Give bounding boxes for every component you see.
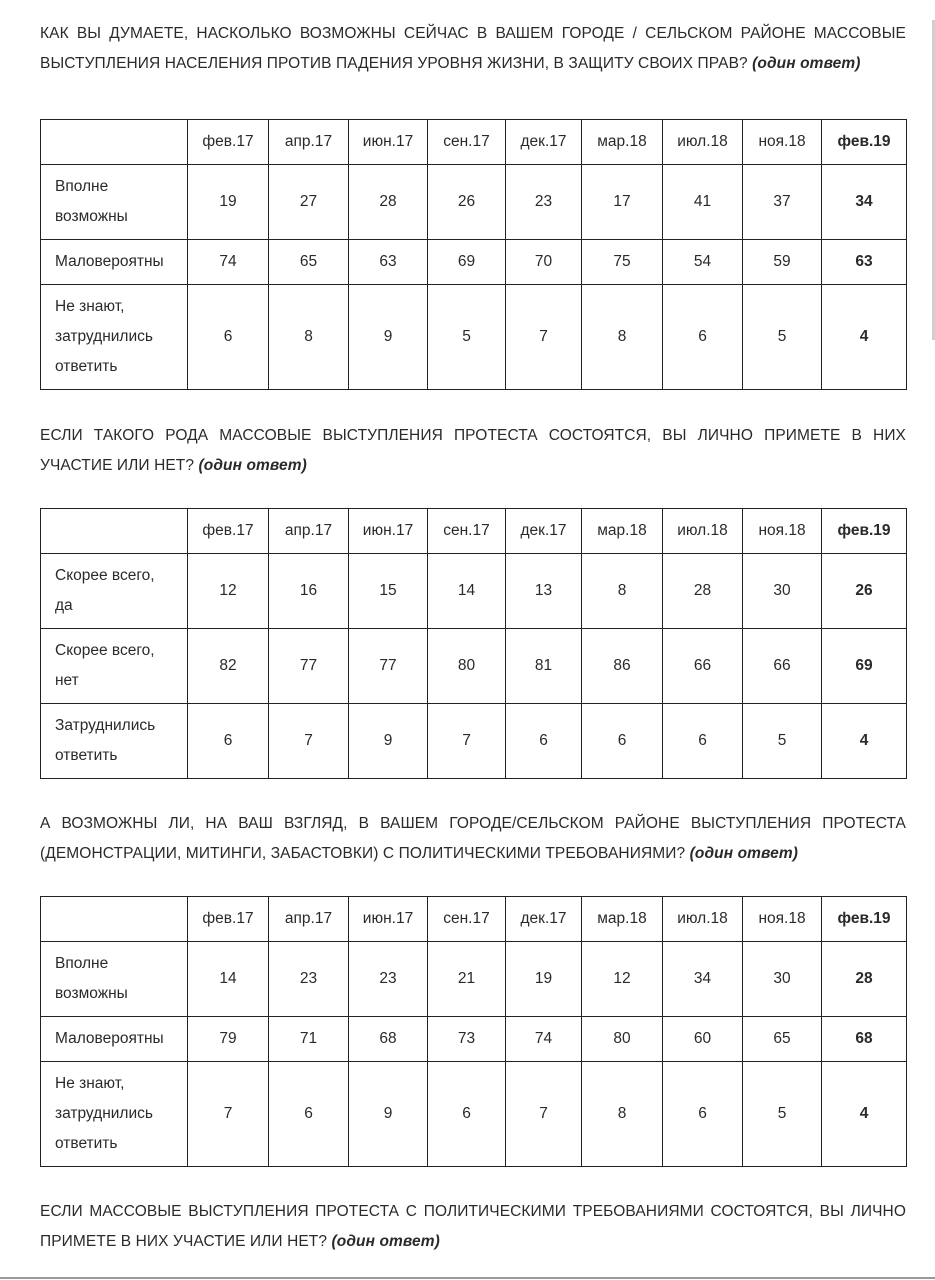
table-row — [41, 1062, 907, 1167]
row-label: Маловероятны — [41, 240, 188, 285]
column-header: фев.19 — [822, 509, 907, 554]
column-header: сен.17 — [428, 120, 506, 165]
table-cell: 28 — [349, 165, 428, 240]
survey-table-1 — [40, 119, 907, 390]
table-cell: 73 — [428, 1017, 506, 1062]
table-cell: 74 — [188, 240, 269, 285]
row-label: Вполне возможны — [41, 165, 188, 240]
column-header: фев.17 — [188, 120, 269, 165]
table-cell: 8 — [582, 285, 663, 390]
table-cell: 30 — [743, 942, 822, 1017]
column-header: ноя.18 — [743, 509, 822, 554]
table-cell: 19 — [188, 165, 269, 240]
table-cell: 63 — [822, 240, 907, 285]
header-row — [41, 509, 907, 554]
table-cell: 9 — [349, 285, 428, 390]
table-cell: 7 — [428, 704, 506, 779]
table-cell: 69 — [428, 240, 506, 285]
row-label: Вполне возможны — [41, 942, 188, 1017]
row-label: Затруднились ответить — [41, 704, 188, 779]
table-cell: 12 — [582, 942, 663, 1017]
column-header: дек.17 — [506, 897, 582, 942]
table-cell: 82 — [188, 629, 269, 704]
column-header: сен.17 — [428, 897, 506, 942]
table-cell: 7 — [269, 704, 349, 779]
table-row — [41, 704, 907, 779]
table-cell: 30 — [743, 554, 822, 629]
table-cell: 14 — [188, 942, 269, 1017]
table-cell: 63 — [349, 240, 428, 285]
table-cell: 34 — [663, 942, 743, 1017]
table-cell: 60 — [663, 1017, 743, 1062]
table-row — [41, 1017, 907, 1062]
table-cell: 65 — [743, 1017, 822, 1062]
question-4-hint: (один ответ) — [331, 1233, 440, 1250]
table-cell: 4 — [822, 704, 907, 779]
table-cell: 86 — [582, 629, 663, 704]
table-cell: 28 — [663, 554, 743, 629]
row-label: Скорее всего, да — [41, 554, 188, 629]
question-1-text: КАК ВЫ ДУМАЕТЕ, НАСКОЛЬКО ВОЗМОЖНЫ СЕЙЧАС В ВАШЕМ ГОРОДЕ / СЕЛЬСКОМ РАЙОНЕ МАССОВЫЕ ВЫСТУПЛЕНИЯ НАСЕЛЕНИЯ ПРОТИВ ПАДЕНИЯ УРОВНЯ ЖИЗНИ, В ЗАЩИТУ СВОИХ ПРАВ? — [40, 25, 906, 72]
header-row — [41, 120, 907, 165]
question-4-text: ЕСЛИ МАССОВЫЕ ВЫСТУПЛЕНИЯ ПРОТЕСТА С ПОЛИТИЧЕСКИМИ ТРЕБОВАНИЯМИ СОСТОЯТСЯ, ВЫ ЛИЧНО ПРИМЕТЕ В НИХ УЧАСТИЕ ИЛИ НЕТ? — [40, 1203, 906, 1250]
row-label: Не знают, затруднились ответить — [41, 285, 188, 390]
header-corner-cell — [41, 120, 188, 165]
table-cell: 6 — [506, 704, 582, 779]
table-cell: 7 — [188, 1062, 269, 1167]
table-cell: 6 — [663, 704, 743, 779]
table-cell: 54 — [663, 240, 743, 285]
row-label: Не знают, затруднились ответить — [41, 1062, 188, 1167]
column-header: апр.17 — [269, 897, 349, 942]
table-row — [41, 285, 907, 390]
survey-table-2 — [40, 508, 907, 779]
table-cell: 77 — [349, 629, 428, 704]
table-cell: 16 — [269, 554, 349, 629]
table-cell: 6 — [663, 285, 743, 390]
question-3-text: А ВОЗМОЖНЫ ЛИ, НА ВАШ ВЗГЛЯД, В ВАШЕМ ГОРОДЕ/СЕЛЬСКОМ РАЙОНЕ ВЫСТУПЛЕНИЯ ПРОТЕСТА (ДЕМОНСТРАЦИИ, МИТИНГИ, ЗАБАСТОВКИ) С ПОЛИТИЧЕСКИМИ ТРЕБОВАНИЯМИ? — [40, 815, 906, 862]
question-1 — [40, 19, 906, 79]
table-cell: 6 — [188, 704, 269, 779]
table-cell: 26 — [822, 554, 907, 629]
table-cell: 70 — [506, 240, 582, 285]
table-row — [41, 165, 907, 240]
table-cell: 69 — [822, 629, 907, 704]
table-cell: 5 — [428, 285, 506, 390]
table-cell: 27 — [269, 165, 349, 240]
table-cell: 6 — [582, 704, 663, 779]
row-label: Скорее всего, нет — [41, 629, 188, 704]
table-cell: 8 — [582, 1062, 663, 1167]
column-header: мар.18 — [582, 509, 663, 554]
table-cell: 66 — [743, 629, 822, 704]
column-header: апр.17 — [269, 509, 349, 554]
table-row — [41, 629, 907, 704]
table-cell: 6 — [663, 1062, 743, 1167]
column-header: фев.19 — [822, 897, 907, 942]
column-header: ноя.18 — [743, 120, 822, 165]
column-header: фев.17 — [188, 509, 269, 554]
table-row — [41, 942, 907, 1017]
table-cell: 74 — [506, 1017, 582, 1062]
column-header: сен.17 — [428, 509, 506, 554]
table-cell: 4 — [822, 1062, 907, 1167]
table-cell: 71 — [269, 1017, 349, 1062]
table-cell: 68 — [349, 1017, 428, 1062]
table-cell: 6 — [428, 1062, 506, 1167]
column-header: апр.17 — [269, 120, 349, 165]
table-cell: 59 — [743, 240, 822, 285]
table-cell: 8 — [269, 285, 349, 390]
table-cell: 23 — [269, 942, 349, 1017]
table-cell: 21 — [428, 942, 506, 1017]
table-cell: 81 — [506, 629, 582, 704]
column-header: июн.17 — [349, 120, 428, 165]
table-cell: 5 — [743, 704, 822, 779]
table-cell: 66 — [663, 629, 743, 704]
table-cell: 23 — [349, 942, 428, 1017]
column-header: июл.18 — [663, 897, 743, 942]
question-3 — [40, 809, 906, 869]
table-cell: 26 — [428, 165, 506, 240]
table-cell: 6 — [188, 285, 269, 390]
column-header: июн.17 — [349, 509, 428, 554]
table-cell: 41 — [663, 165, 743, 240]
question-2-hint: (один ответ) — [198, 457, 307, 474]
row-label: Маловероятны — [41, 1017, 188, 1062]
table-cell: 4 — [822, 285, 907, 390]
survey-table-3 — [40, 896, 907, 1167]
table-cell: 79 — [188, 1017, 269, 1062]
column-header: июл.18 — [663, 509, 743, 554]
table-cell: 7 — [506, 285, 582, 390]
header-corner-cell — [41, 509, 188, 554]
table-cell: 23 — [506, 165, 582, 240]
table-cell: 9 — [349, 704, 428, 779]
table-cell: 8 — [582, 554, 663, 629]
table-cell: 19 — [506, 942, 582, 1017]
table-cell: 6 — [269, 1062, 349, 1167]
table-cell: 80 — [428, 629, 506, 704]
table-cell: 75 — [582, 240, 663, 285]
question-3-hint: (один ответ) — [689, 845, 798, 862]
column-header: дек.17 — [506, 509, 582, 554]
table-cell: 7 — [506, 1062, 582, 1167]
table-cell: 12 — [188, 554, 269, 629]
table-cell: 37 — [743, 165, 822, 240]
table-cell: 15 — [349, 554, 428, 629]
table-cell: 80 — [582, 1017, 663, 1062]
column-header: мар.18 — [582, 120, 663, 165]
question-2 — [40, 421, 906, 481]
table-row — [41, 240, 907, 285]
table-cell: 17 — [582, 165, 663, 240]
column-header: фев.19 — [822, 120, 907, 165]
column-header: фев.17 — [188, 897, 269, 942]
table-cell: 77 — [269, 629, 349, 704]
question-4 — [40, 1197, 906, 1257]
table-cell: 28 — [822, 942, 907, 1017]
column-header: дек.17 — [506, 120, 582, 165]
column-header: июн.17 — [349, 897, 428, 942]
table-cell: 9 — [349, 1062, 428, 1167]
table-cell: 34 — [822, 165, 907, 240]
column-header: ноя.18 — [743, 897, 822, 942]
page-bottom-rule — [0, 1277, 935, 1279]
question-1-hint: (один ответ) — [752, 55, 861, 72]
header-corner-cell — [41, 897, 188, 942]
column-header: мар.18 — [582, 897, 663, 942]
column-header: июл.18 — [663, 120, 743, 165]
table-cell: 14 — [428, 554, 506, 629]
table-cell: 65 — [269, 240, 349, 285]
table-cell: 13 — [506, 554, 582, 629]
table-cell: 68 — [822, 1017, 907, 1062]
table-cell: 5 — [743, 285, 822, 390]
question-2-text: ЕСЛИ ТАКОГО РОДА МАССОВЫЕ ВЫСТУПЛЕНИЯ ПРОТЕСТА СОСТОЯТСЯ, ВЫ ЛИЧНО ПРИМЕТЕ В НИХ УЧАСТИЕ ИЛИ НЕТ? — [40, 427, 906, 474]
table-row — [41, 554, 907, 629]
header-row — [41, 897, 907, 942]
table-cell: 5 — [743, 1062, 822, 1167]
